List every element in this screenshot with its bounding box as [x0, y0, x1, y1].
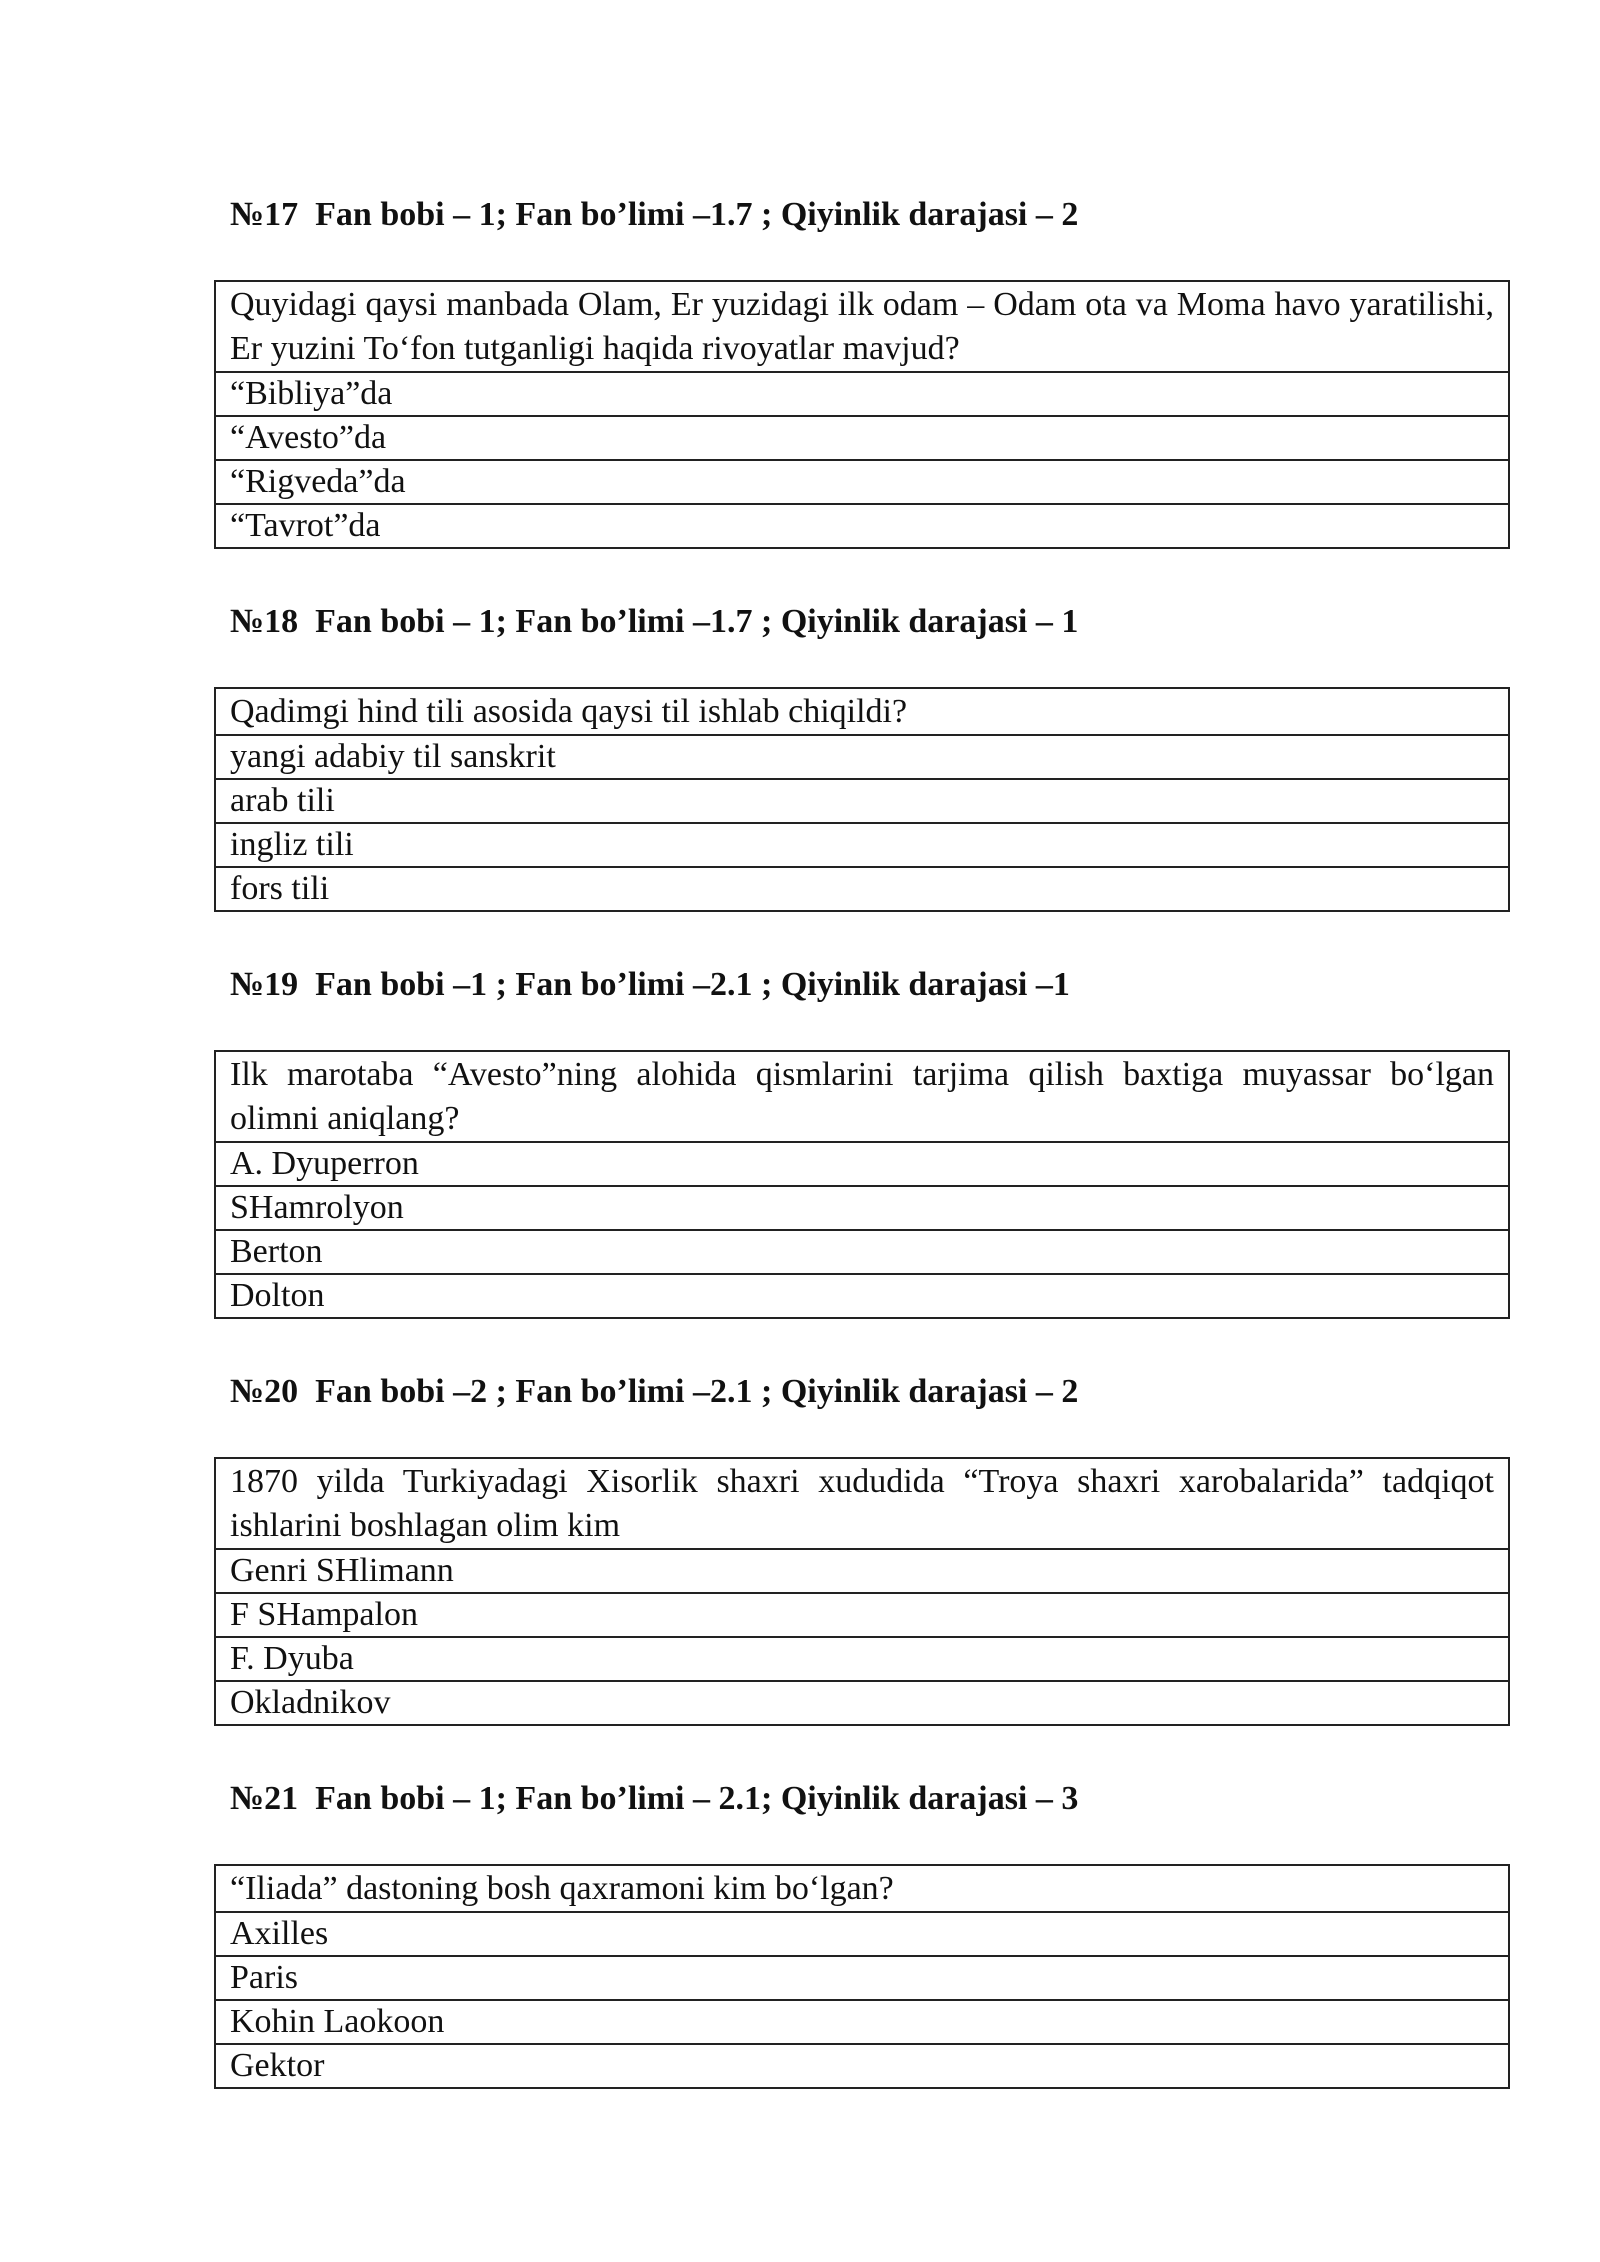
answer-option: Gektor	[215, 2044, 1509, 2088]
question-text: “Iliada” dastoning bosh qaxramoni kim bo‘lgan?	[215, 1865, 1509, 1912]
answer-option: SHamrolyon	[215, 1186, 1509, 1230]
question-table	[214, 280, 1510, 549]
answer-option: A. Dyuperron	[215, 1142, 1509, 1186]
question-block-17	[214, 192, 1510, 549]
answer-option: “Bibliya”da	[215, 372, 1509, 416]
answer-option: arab tili	[215, 779, 1509, 823]
question-heading: №18 Fan bobi – 1; Fan bo’limi –1.7 ; Qiyinlik darajasi – 1	[230, 603, 1079, 640]
answer-option: yangi adabiy til sanskrit	[215, 735, 1509, 779]
question-heading: №21 Fan bobi – 1; Fan bo’limi – 2.1; Qiyinlik darajasi – 3	[230, 1780, 1079, 1817]
answer-option: “Tavrot”da	[215, 504, 1509, 548]
answer-option: F SHampalon	[215, 1593, 1509, 1637]
answer-option: Kohin Laokoon	[215, 2000, 1509, 2044]
question-text: 1870 yilda Turkiyadagi Xisorlik shaxri xududida “Troya shaxri xarobalarida” tadqiqot ishlarini boshlagan olim kim	[215, 1458, 1509, 1549]
answer-option: Berton	[215, 1230, 1509, 1274]
question-table	[214, 1050, 1510, 1319]
question-block-18	[214, 599, 1510, 912]
answer-option: Dolton	[215, 1274, 1509, 1318]
answer-option: Paris	[215, 1956, 1509, 2000]
answer-option: Genri SHlimann	[215, 1549, 1509, 1593]
answer-option: “Rigveda”da	[215, 460, 1509, 504]
answer-option: ingliz tili	[215, 823, 1509, 867]
answer-option: Okladnikov	[215, 1681, 1509, 1725]
question-heading: №17 Fan bobi – 1; Fan bo’limi –1.7 ; Qiyinlik darajasi – 2	[230, 196, 1079, 233]
question-text: Quyidagi qaysi manbada Olam, Er yuzidagi ilk odam – Odam ota va Moma havo yaratilishi, Er yuzini To‘fon tutganligi haqida rivoyatlar mavjud?	[215, 281, 1509, 372]
question-text: Qadimgi hind tili asosida qaysi til ishlab chiqildi?	[215, 688, 1509, 735]
question-block-21	[214, 1776, 1510, 2089]
question-table	[214, 687, 1510, 912]
question-text: Ilk marotaba “Avesto”ning alohida qismlarini tarjima qilish baxtiga muyassar bo‘lgan olimni aniqlang?	[215, 1051, 1509, 1142]
answer-option: Axilles	[215, 1912, 1509, 1956]
question-table	[214, 1864, 1510, 2089]
document-page	[214, 192, 1510, 2139]
question-heading: №20 Fan bobi –2 ; Fan bo’limi –2.1 ; Qiyinlik darajasi – 2	[230, 1373, 1079, 1410]
question-block-20	[214, 1369, 1510, 1726]
answer-option: “Avesto”da	[215, 416, 1509, 460]
answer-option: fors tili	[215, 867, 1509, 911]
question-block-19	[214, 962, 1510, 1319]
question-table	[214, 1457, 1510, 1726]
answer-option: F. Dyuba	[215, 1637, 1509, 1681]
question-heading: №19 Fan bobi –1 ; Fan bo’limi –2.1 ; Qiyinlik darajasi –1	[230, 966, 1070, 1003]
